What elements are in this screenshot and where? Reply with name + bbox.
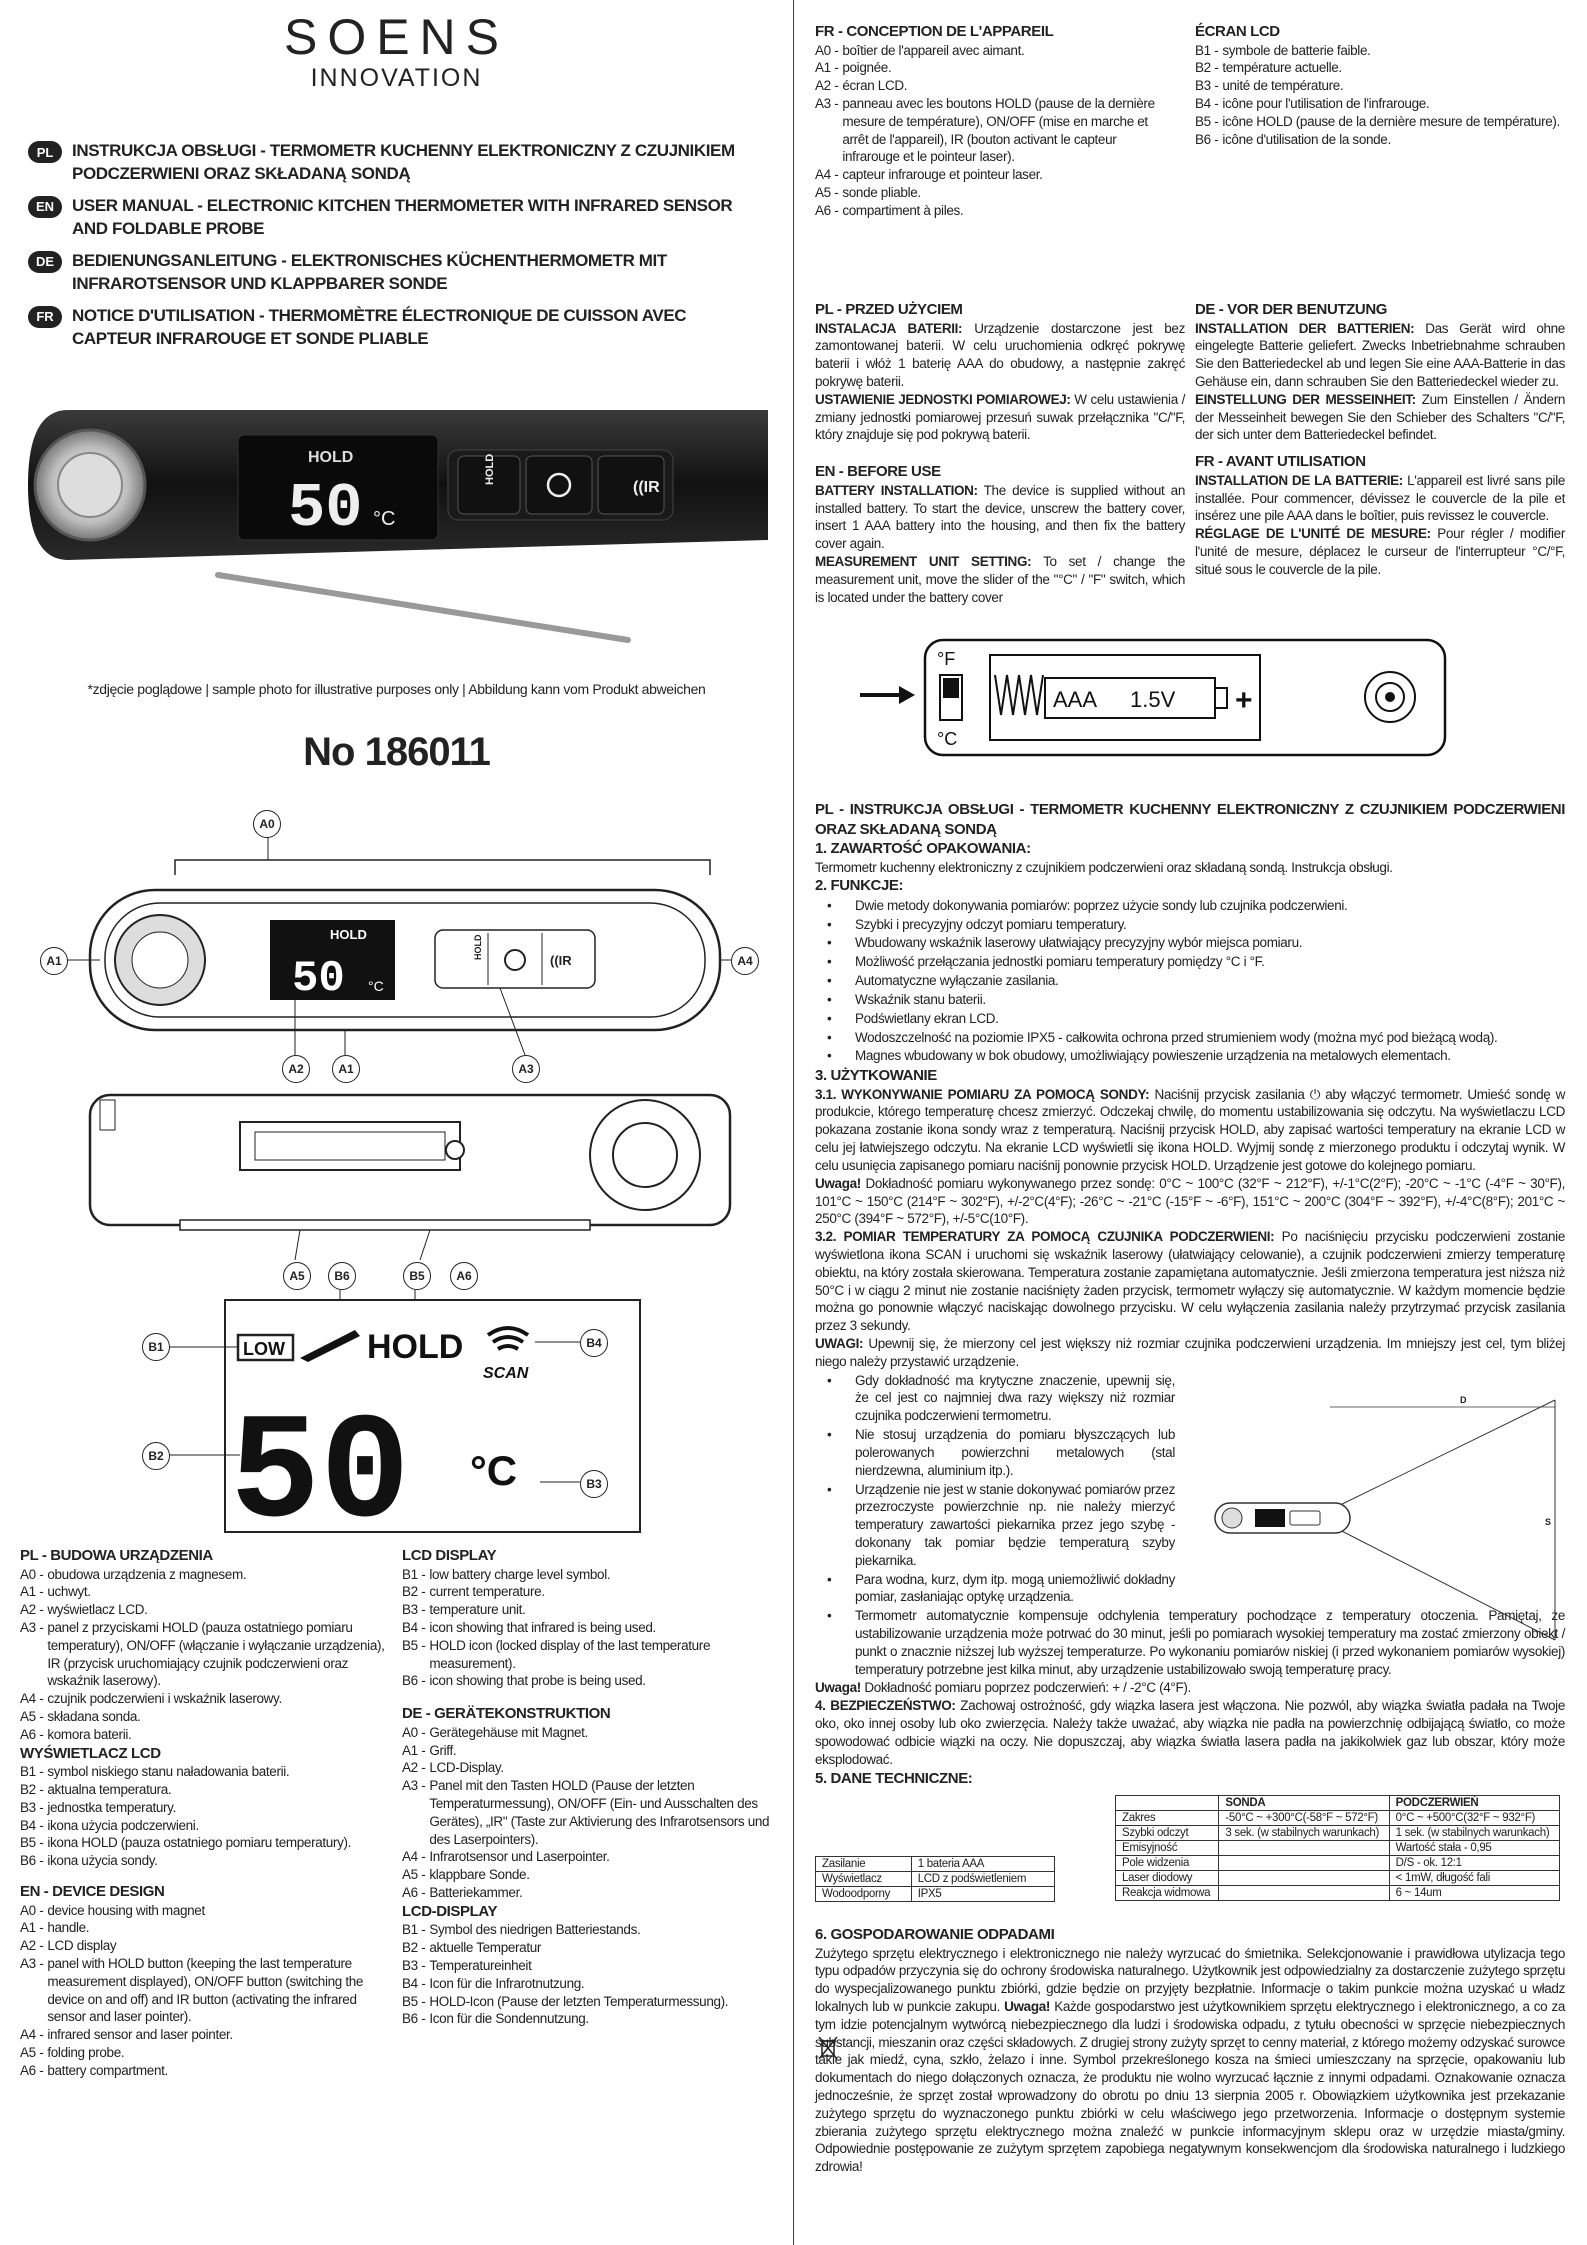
callout-b3: B3: [580, 1470, 608, 1498]
list-item: • Nie stosuj urządzenia do pomiaru błyszczących lub polerowanych powierzchni metalowych (stal nierdzewna, aluminium itp.).: [827, 1426, 1175, 1479]
list-item: B5 - HOLD icon (locked display of the last temperature measurement).: [402, 1637, 711, 1671]
callout-b5: B5: [403, 1262, 431, 1290]
list-item: B5 - icône HOLD (pause de la dernière mesure de température).: [1195, 113, 1560, 129]
before-use-left: [815, 300, 1185, 606]
title-pl: [28, 140, 768, 186]
section3-title: 3. UŻYTKOWANIE: [815, 1067, 937, 1085]
pl-design-title: PL - BUDOWA URZĄDZENIA: [20, 1547, 213, 1564]
list-item: A6 - komora baterii.: [20, 1726, 132, 1742]
list-item: B6 - ikona użycia sondy.: [20, 1853, 158, 1869]
list-item: A0 - device housing with magnet: [20, 1902, 205, 1918]
table-row: Laser diodowy < 1mW, długość fali: [1116, 1871, 1560, 1886]
section32-note: UWAGI: Upewnij się, że mierzony cel jest większy niż rozmiar czujnika podczerwieni urządzenia. Im mniejszy jest cel, tym bliżej niego należy przystawić urządzenie.: [815, 1336, 1565, 1369]
callout-b4: B4: [580, 1329, 608, 1357]
list-item: • Podświetlany ekran LCD.: [827, 1010, 1565, 1028]
list-item: B2 - température actuelle.: [1195, 60, 1342, 76]
de-lcd-title: LCD-DISPLAY: [402, 1902, 498, 1920]
pl-design-section: [20, 1546, 385, 2080]
list-item: B2 - aktuelle Temperatur: [402, 1940, 542, 1956]
list-item: • Wodoszczelność na poziomie IPX5 - całkowita ochrona przed strumieniem wody (można myć pod bieżącą wodą).: [827, 1029, 1565, 1047]
pl-unit-text: USTAWIENIE JEDNOSTKI POMIAROWEJ: W celu ustawienia / zmiany jednostki pomiarowej przesuń suwak przełącznika "C/"F, który znajduje się pod pokrywą baterii.: [815, 391, 1186, 443]
list-item: A4 - czujnik podczerwieni i wskaźnik laserowy.: [20, 1691, 282, 1707]
diag-d-label: D: [1460, 1395, 1467, 1405]
table-row: SONDA PODCZERWIEŃ: [1116, 1796, 1560, 1811]
title-text-pl: INSTRUKCJA OBSŁUGI - TERMOMETR KUCHENNY ELEKTRONICZNY Z CZUJNIKIEM PODCZERWIENI ORAZ SKŁADANĄ SONDĄ: [72, 141, 735, 183]
photo-hold-label: HOLD: [308, 449, 354, 466]
brand-block: [0, 8, 793, 93]
pl-battery-text: INSTALACJA BATERII: Urządzenie dostarczone jest bez zamontowanej baterii. W celu uruchomienia odkręć pokrywę baterii i włóż 1 baterię AAA do obudowy, a następnie zakręć pokrywę baterii.: [815, 320, 1185, 389]
lcd-temp: 50: [230, 1391, 411, 1535]
brand-tagline: INNOVATION: [310, 64, 483, 92]
fr-design-section: [815, 22, 1175, 220]
battery-unit-f: °F: [937, 649, 956, 669]
callout-a4: A4: [731, 947, 759, 975]
de-before-use-title: DE - VOR DER BENUTZUNG: [1195, 301, 1388, 318]
en-unit-text: MEASUREMENT UNIT SETTING: To set / change the measurement unit, move the slider of the "°C" / "F" switch, which is located under the battery cover: [815, 553, 1185, 605]
section4-text: 4. BEZPIECZEŃSTWO: Zachowaj ostrożność, gdy wiązka lasera jest włączona. Nie pozwól, aby wiązka światła padała na Twoje oko, oko innej osoby lub oko zwierzęcia. Należy także uważać, aby wiązka nie padła na powierzchnię odbijającą światło, co może spowodować odbicie wiązki na oczy. Nie dopuszczaj, aby wiązka światła lasera padła na jakikolwiek gaz lub obszar, który może eksplodować.: [815, 1698, 1565, 1767]
list-item: A2 - écran LCD.: [815, 78, 908, 94]
list-item: A1 - Griff.: [402, 1742, 457, 1758]
list-item: A5 - klappbare Sonde.: [402, 1867, 530, 1883]
title-text-en: USER MANUAL - ELECTRONIC KITCHEN THERMOMETER WITH INFRARED SENSOR AND FOLDABLE PROBE: [72, 195, 733, 238]
list-item: B6 - Icon für die Sondennutzung.: [402, 2011, 589, 2027]
list-item: • Możliwość przełączania jednostki pomiaru temperatury pomiędzy °C i °F.: [827, 953, 1565, 971]
callout-a5: A5: [283, 1262, 311, 1290]
table-row: Szybki odczyt 3 sek. (w stabilnych warunkach) 1 sek. (w stabilnych warunkach): [1116, 1826, 1560, 1841]
diagram-top-view: [30, 805, 770, 1085]
section6-text: Zużytego sprzętu elektrycznego i elektronicznego nie należy wyrzucać do śmietnika. Selekcjonowanie i prawidłowa utylizacja tego typu odpadów przyczynia się do ochrony środowiska naturalnego. Użytkownik jest odpowiedzialny za dostarczenie zużytego sprzętu do wyspecjalizowanego punktu zbiórki, gdzie będzie on przyjęty bezpłatnie. Informacje o takim punkcie można uzyskać u władz lokalnych lub w punkcie zakupu. Uwaga! Każde gospodarstwo jest użytkownikiem sprzętu elektrycznego i elektronicznego, a co za tym idzie potencjalnym wytwórcą niebezpiecznego dla ludzi i środowiska odpadu, z tytułu obecności w sprzęcie niebezpiecznych substancji, mieszanin oraz części składowych. Z drugiej strony zużyty sprzęt to cenny materiał, z którego możemy odzyskać surowce takie jak miedź, cyna, szkło, żelazo i inne. Symbol przekreślonego kosza na śmieci umieszczany na sprzęcie, opakowaniu lub dokumentach do niego dołączonych oznacza, że produktu nie wolno wyrzucać łącznie z innymi odpadami. Oznakowanie oznacza jednocześnie, że sprzęt został wprowadzony do obrotu po dniu 13 sierpnia 2005 r. Obowiązkiem użytkownika jest przekazanie zużytego sprzętu do wyznaczonego punktu zbiórki w celu właściwego jego przetworzenia. Informacje o dostępnym systemie zbierania zużytego sprzętu elektrycznego można znaleźć w punkcie informacyjnym sklepu oraz w urzędzie miasta/gminy. Odpowiednie postępowanie ze zużytym sprzętem zapobiega negatywnym konsekwencjom dla środowiska naturalnego i ludzkiego zdrowia!: [815, 1945, 1566, 2175]
title-list: [28, 140, 768, 360]
lcd-hold: HOLD: [367, 1328, 464, 1366]
ir-accuracy-note: Uwaga! Dokładność pomiaru poprzez podczerwień: + / -2°C (4°F).: [815, 1680, 1191, 1696]
table-row: Zasilanie 1 bateria AAA: [816, 1857, 1055, 1872]
callout-a1: A1: [40, 947, 68, 975]
list-item: • Para wodna, kurz, dym itp. mogą uniemożliwić dokładny pomiar, zasłaniając optykę urządzenia.: [827, 1571, 1175, 1607]
diag-hold-btn: HOLD: [473, 934, 483, 960]
table-row: Pole widzenia D/S - ok. 12:1: [1116, 1856, 1560, 1871]
list-item: • Termometr automatycznie kompensuje odchylenia temperatury pochodzące z temperatury otoczenia. Pamiętaj, że ustabilizowanie urządzenia może potrwać do 30 minut, jeśli po pomiarach wysokiej temperatury ma zostać zmierzony obiekt / punkt o znacznie niższej lub wyższej temperaturze. Po wykonaniu pomiarów niskiej (i przed wykonaniem pomiarów wysokiej) temperatury potrzebne jest kilka minut, aby urządzenie ustabilizowało swoją temperaturę pracy.: [827, 1607, 1565, 1678]
section31-note: Uwaga! Dokładność pomiaru wykonywanego przez sondę: 0°C ~ 100°C (32°F ~ 212°F), +/-1°C(2°F); -20°C ~ -1°C (-4°F ~ 30°F), 101°C ~ 150°C (214°F ~ 302°F), +/-2°C(4°F); -26°C ~ -21°C (-15°F ~ -6°F), 151°C ~ 200°C (304°F ~ 392°F), +/-4°C(8°F); 201°C ~ 250°C (394°F ~ 572°F), +/-5°C(10°F).: [815, 1175, 1565, 1227]
lang-badge-de: DE: [28, 251, 62, 273]
pl-before-use-title: PL - PRZED UŻYCIEM: [815, 301, 963, 318]
list-item: A0 - boîtier de l'appareil avec aimant.: [815, 42, 1025, 58]
list-item: A0 - obudowa urządzenia z magnesem.: [20, 1566, 247, 1582]
lcd-unit: °C: [470, 1447, 518, 1494]
section5-title: 5. DANE TECHNICZNE:: [815, 1769, 973, 1787]
en-lcd-title: LCD DISPLAY: [402, 1547, 497, 1564]
waste-section: [815, 1925, 1565, 2176]
photo-note: *zdjęcie poglądowe | sample photo for illustrative purposes only | Abbildung kann vom Produkt abweichen: [87, 681, 706, 697]
photo-ir-btn: ((IR: [633, 479, 660, 496]
before-use-right: [1195, 300, 1565, 579]
callout-a3: A3: [512, 1055, 540, 1083]
manual-title: PL - INSTRUKCJA OBSŁUGI - TERMOMETR KUCHENNY ELEKTRONICZNY Z CZUJNIKIEM PODCZERWIENI ORAZ SKŁADANĄ SONDĄ: [815, 801, 1565, 838]
diagram-bottom-view: [30, 1090, 770, 1270]
list-item: A6 - Batteriekammer.: [402, 1885, 523, 1900]
list-item: • Szybki i precyzyjny odczyt pomiaru temperatury.: [827, 916, 1565, 934]
list-item: • Wskaźnik stanu baterii.: [827, 991, 1565, 1009]
list-item: A6 - battery compartment.: [20, 2062, 168, 2078]
lcd-scan: SCAN: [483, 1365, 529, 1382]
list-item: B1 - symbol niskiego stanu naładowania baterii.: [20, 1764, 290, 1780]
pl-lcd-title: WYŚWIETLACZ LCD: [20, 1744, 161, 1762]
brand-name: SOENS: [283, 9, 510, 65]
list-item: A1 - uchwyt.: [20, 1584, 91, 1600]
svg-text:+: +: [1235, 684, 1253, 717]
list-item: A4 - capteur infrarouge et pointeur laser.: [815, 167, 1043, 183]
list-item: A2 - wyświetlacz LCD.: [20, 1602, 148, 1618]
fr-design-title: FR - CONCEPTION DE L'APPAREIL: [815, 23, 1054, 40]
table-row: Wyświetlacz LCD z podświetleniem: [816, 1872, 1055, 1887]
diag-hold: HOLD: [330, 927, 367, 942]
list-item: B4 - Icon für die Infrarotnutzung.: [402, 1975, 585, 1991]
table-row: Emisyjność Wartość stała - 0,95: [1116, 1841, 1560, 1856]
table-row: Reakcja widmowa 6 ~ 14um: [1116, 1886, 1560, 1901]
diagram-battery: [855, 630, 1455, 760]
de-unit-text: EINSTELLUNG DER MESSEINHEIT: Zum Einstellen / Ändern der Messeinheit bewegen Sie den Schieber des Schalters "C/"F, der sich unter dem Batteriedeckel befindet.: [1195, 391, 1565, 443]
tech-table-measure: [1115, 1795, 1560, 1901]
column-divider: [793, 0, 794, 2245]
list-item: A4 - Infrarotsensor und Laserpointer.: [402, 1849, 610, 1865]
lang-badge-pl: PL: [28, 141, 62, 163]
diag-ir: ((IR: [550, 953, 572, 968]
list-item: A6 - compartiment à piles.: [815, 202, 964, 218]
list-item: A5 - składana sonda.: [20, 1709, 141, 1724]
title-de: [28, 250, 768, 296]
list-item: • Wbudowany wskaźnik laserowy ułatwiający precyzyjny wybór miejsca pomiaru.: [827, 934, 1565, 952]
fr-lcd-section: [1195, 22, 1565, 148]
list-item: A1 - handle.: [20, 1920, 90, 1936]
fr-battery-text: INSTALLATION DE LA BATTERIE: L'appareil est livré sans pile installée. Pour commencer, dévissez le couvercle de la pile et insérez une pile AAA dans le boîtier, puis revissez le couvercle.: [1195, 472, 1566, 524]
photo-temp: 50: [288, 473, 363, 544]
section31-text: 3.1. WYKONYWANIE POMIARU ZA POMOCĄ SONDY: Naciśnij przycisk zasilania ⏻ aby włączyć termometr. Umieść sondę w produkcie, którego temperaturę chcesz zmierzyć. Odczekaj chwilę, do momentu ustabilizowania się odczytu. Na wyświetlaczu LCD pokazana zostanie ikona sondy wraz z temperaturą. Naciśnij przycisk HOLD, aby zapisać wartości temperatury na ekranie LCD w celu jej łatwiejszego odczytu. Na ekranie LCD wyświetli się ikona HOLD. Wyjmij sondę z mierzonego produktu i odczytaj wynik. W celu usunięcia zapisanego pomiaru naciśnij ponownie przycisk HOLD. Urządzenie jest gotowe do kolejnego pomiaru.: [815, 1086, 1565, 1173]
list-item: A1 - poignée.: [815, 60, 892, 76]
photo-unit: °C: [373, 508, 396, 530]
list-item: A3 - panneau avec les boutons HOLD (pause de la dernière mesure de température), ON/OFF (mise en marche et arrêt de l'appareil), IR (bouton activant le capteur infrarouge et le pointeur laser).: [815, 95, 1155, 165]
diagram-lcd: [140, 1290, 680, 1535]
tech-table-general: [815, 1856, 1055, 1902]
callout-b6: B6: [328, 1262, 356, 1290]
fr-lcd-title: ÉCRAN LCD: [1195, 23, 1280, 40]
list-item: • Automatyczne wyłączanie zasilania.: [827, 972, 1565, 990]
title-en: [28, 195, 768, 241]
list-item: B3 - Temperatureinheit: [402, 1957, 532, 1973]
list-item: • Urządzenie nie jest w stanie dokonywać pomiarów przez przezroczyste powierzchnie np. nie należy mierzyć temperatury zawartości piekarnika przez jego szybę - dokonany tak pomiar będzie temperaturą szyby piekarnika.: [827, 1481, 1175, 1570]
section32-text: 3.2. POMIAR TEMPERATURY ZA POMOCĄ CZUJNIKA PODCZERWIENI: Po naciśnięciu przycisku podczerwieni zostanie wyświetlona ikona SCAN i uruchomi się wskaźnik laserowy (ułatwiający celowanie), a czujnik podczerwieni zmierzy temperaturę obiektu, na który została skierowana. Temperatura zostanie zapamiętana automatycznie. Jeśli zmierzona temperatura jest niższa niż 50°C i w ciągu 2 minut nie zostanie naciśnięty żaden przycisk, termometr wyłączy się automatycznie. W każdym momencie będzie można go ponownie włączyć naciskając dowolnego przycisku. W celu wyłączenia zasilania należy przytrzymać przycisk zasilania przez 3 sekundy.: [815, 1229, 1565, 1334]
callout-b2: B2: [142, 1442, 170, 1470]
list-item: A2 - LCD-Display.: [402, 1760, 504, 1776]
de-design-title: DE - GERÄTEKONSTRUKTION: [402, 1705, 611, 1723]
list-item: A4 - infrared sensor and laser pointer.: [20, 2027, 233, 2043]
lcd-low: LOW: [243, 1339, 285, 1359]
fr-before-use-title: FR - AVANT UTILISATION: [1195, 453, 1366, 471]
list-item: A5 - sonde pliable.: [815, 185, 921, 200]
section6-title: 6. GOSPODAROWANIE ODPADAMI: [815, 1926, 1055, 1943]
list-item: A3 - panel z przyciskami HOLD (pauza ostatniego pomiaru temperatury), ON/OFF (włączanie i wyłączanie urządzenia), IR (przycisk uruchomiający czujnik podczerwieni oraz wskaźnik laserowy).: [20, 1619, 385, 1689]
diagram-distance-spot: [1210, 1395, 1560, 1645]
recycle-bin-icon: [818, 2036, 838, 2060]
title-fr: [28, 305, 768, 351]
list-item: A3 - Panel mit den Tasten HOLD (Pause der letzten Temperaturmessung), ON/OFF (Ein- und Ausschalten des Gerätes), „IR" (Taste zur Aktivierung des Infrarotsensors und des Laserpointers).: [402, 1778, 770, 1847]
list-item: B6 - icon showing that probe is being used.: [402, 1673, 646, 1689]
section1-title: 1. ZAWARTOŚĆ OPAKOWANIA:: [815, 840, 1031, 857]
list-item: B3 - unité de température.: [1195, 78, 1344, 94]
callout-a2: A2: [282, 1055, 310, 1083]
fr-unit-text: RÉGLAGE DE L'UNITÉ DE MESURE: Pour régler / modifier l'unité de mesure, déplacez le curseur de l'interrupteur °C/°F, situé sous le couvercle de la pile.: [1195, 526, 1565, 577]
callout-a0: A0: [253, 810, 281, 838]
list-item: B3 - jednostka temperatury.: [20, 1799, 176, 1815]
list-item: B2 - current temperature.: [402, 1584, 545, 1600]
de-battery-text: INSTALLATION DER BATTERIEN: Das Gerät wird ohne eingelegte Batterie geliefert. Zwecks Inbetriebnahme schrauben Sie den Batteriedeckel ab und legen Sie eine AAA-Batterie in das Gehäuse ein, dann schrauben Sie den Batteriedeckel wieder zu.: [1195, 320, 1565, 389]
model-number: No 186011: [303, 730, 490, 774]
battery-type: AAA: [1053, 687, 1098, 712]
list-item: B4 - icon showing that infrared is being used.: [402, 1619, 656, 1635]
battery-unit-c: °C: [937, 729, 958, 749]
callout-b1: B1: [142, 1333, 170, 1361]
list-item: A3 - panel with HOLD button (keeping the last temperature measurement displayed), ON/OFF button (switching the device on and off) and IR button (activating the infrared sensor and laser pointer).: [20, 1955, 364, 2025]
list-item: B6 - icône d'utilisation de la sonde.: [1195, 131, 1391, 147]
diag-temp: 50: [292, 954, 345, 1004]
table-row: Wodoodporny IPX5: [816, 1887, 1055, 1902]
list-item: B3 - temperature unit.: [402, 1602, 526, 1618]
section1-text: Termometr kuchenny elektroniczny z czujnikiem podczerwieni oraz składaną sondą. Instrukcja obsługi.: [815, 859, 1393, 875]
en-battery-text: BATTERY INSTALLATION: The device is supplied without an installed battery. To start the device, unscrew the battery cover, insert 1 AAA battery into the housing, and then fix the battery cover again.: [815, 482, 1185, 552]
callout-a6: A6: [450, 1262, 478, 1290]
list-item: • Magnes wbudowany w bok obudowy, umożliwiający powieszenie urządzenia na metalowych elementach.: [827, 1047, 1565, 1065]
callout-a1-lower: A1: [332, 1055, 360, 1083]
title-text-de: BEDIENUNGSANLEITUNG - ELEKTRONISCHES KÜCHENTHERMOMETR MIT INFRAROTSENSOR UND KLAPPBARER SONDE: [72, 250, 667, 293]
diag-unit: °C: [368, 978, 384, 994]
lang-badge-en: EN: [28, 196, 62, 218]
list-item: B1 - low battery charge level symbol.: [402, 1566, 611, 1582]
table-row: Zakres -50°C ~ +300°C(-58°F ~ 572°F) 0°C ~ +500°C(32°F ~ 932°F): [1116, 1811, 1560, 1826]
list-item: B2 - aktualna temperatura.: [20, 1781, 172, 1797]
section2-title: 2. FUNKCJE:: [815, 877, 904, 895]
title-text-fr: NOTICE D'UTILISATION - THERMOMÈTRE ÉLECTRONIQUE DE CUISSON AVEC CAPTEUR INFRAROUGE ET SONDE PLIABLE: [72, 305, 687, 348]
battery-voltage: 1.5V: [1130, 687, 1176, 712]
list-item: A0 - Gerätegehäuse mit Magnet.: [402, 1724, 588, 1740]
list-item: B4 - ikona użycia podczerwieni.: [20, 1817, 199, 1833]
en-before-use-title: EN - BEFORE USE: [815, 463, 941, 481]
diag-s-label: S: [1545, 1517, 1552, 1527]
list-item: • Gdy dokładność ma krytyczne znaczenie, upewnij się, że cel jest co najmniej dwa razy większy niż rozmiar czujnika podczerwieni termometru.: [827, 1372, 1175, 1425]
list-item: B5 - ikona HOLD (pauza ostatniego pomiaru temperatury).: [20, 1835, 352, 1851]
list-item: B4 - icône pour l'utilisation de l'infrarouge.: [1195, 95, 1430, 111]
list-item: B5 - HOLD-Icon (Pause der letzten Temperaturmessung).: [402, 1993, 729, 2009]
list-item: B1 - symbole de batterie faible.: [1195, 42, 1371, 58]
en-design-title: EN - DEVICE DESIGN: [20, 1883, 165, 1900]
product-photo: [28, 390, 788, 660]
mid-section: [402, 1546, 777, 2028]
list-item: • Dwie metody dokonywania pomiarów: poprzez użycie sondy lub czujnika podczerwieni.: [827, 897, 1565, 915]
lang-badge-fr: FR: [28, 306, 62, 328]
list-item: B1 - Symbol des niedrigen Batteriestands.: [402, 1922, 641, 1938]
list-item: A2 - LCD display: [20, 1938, 117, 1954]
list-item: A5 - folding probe.: [20, 2045, 125, 2060]
photo-hold-btn: HOLD: [484, 453, 496, 485]
